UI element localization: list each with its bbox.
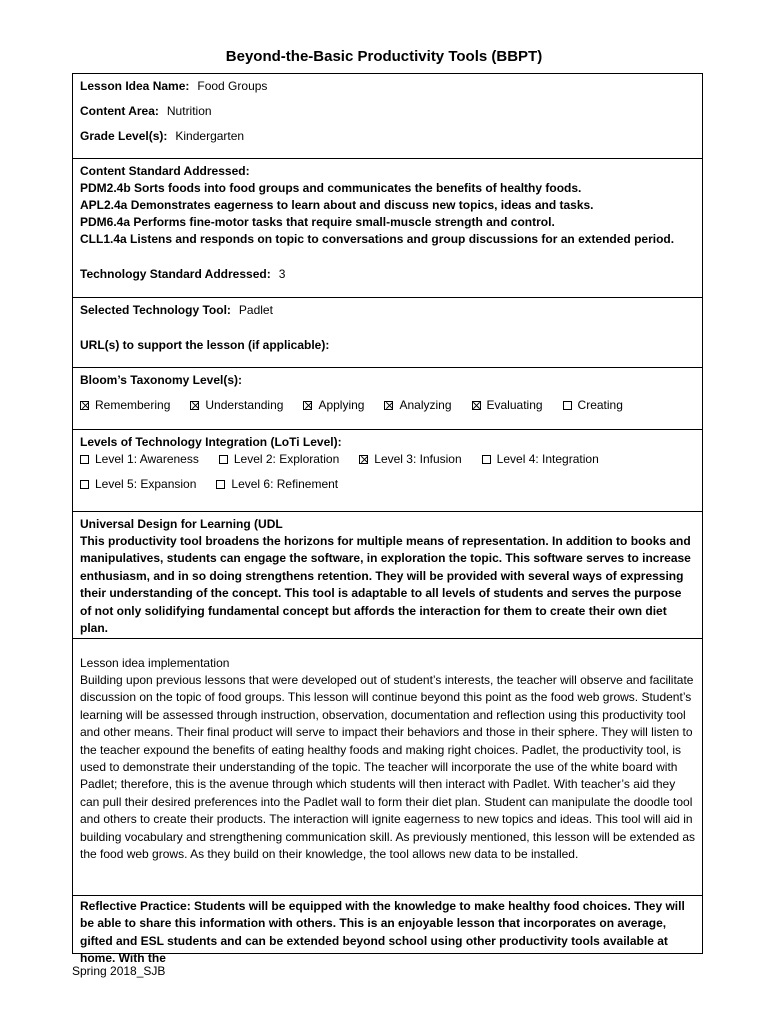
option-label: Applying [318, 398, 365, 412]
option-label: Level 3: Infusion [374, 452, 462, 466]
option-label: Remembering [95, 398, 171, 412]
loti-checklist-row1 [80, 451, 695, 468]
lesson-info-section [73, 74, 702, 159]
option-label: Creating [577, 398, 623, 412]
loti-checklist-row2 [80, 476, 695, 493]
blooms-checklist [80, 397, 695, 414]
content-area-row [80, 103, 695, 120]
blooms-section [73, 368, 702, 430]
blooms-option-remembering[interactable] [80, 397, 170, 414]
unchecked-box-icon[interactable] [219, 455, 228, 464]
implementation-section [73, 639, 702, 896]
lesson-name-row [80, 78, 695, 95]
unchecked-box-icon[interactable] [80, 480, 89, 489]
standards-section [73, 159, 702, 298]
checked-box-icon[interactable] [190, 401, 199, 410]
implementation-heading: Lesson idea implementation [80, 656, 230, 670]
blooms-option-evaluating[interactable] [472, 397, 543, 414]
reflective-practice-text: Reflective Practice: Students will be equipped with the knowledge to make healthy food choices. They will be able to share this information with others. This is an enjoyable lesson that incorporates on average, gifted and ESL students and can be extended beyond school using other productivity tools available at home. With the [80, 899, 685, 966]
standard-item: CLL1.4a Listens and responds on topic to conversations and group discussions for an extended period. [80, 232, 675, 246]
option-label: Level 1: Awareness [95, 452, 199, 466]
option-label: Level 4: Integration [496, 452, 599, 466]
lesson-name-value: Food Groups [197, 79, 268, 93]
option-label: Level 2: Exploration [233, 452, 340, 466]
technology-tool-row [80, 302, 695, 319]
technology-standard-value: 3 [278, 267, 286, 281]
grade-level-label: Grade Level(s): [80, 129, 168, 143]
loti-option-level-1[interactable] [80, 451, 199, 468]
reflective-section [73, 896, 702, 966]
url-label: URL(s) to support the lesson (if applicable): [80, 338, 330, 352]
standard-item: APL2.4a Demonstrates eagerness to learn about and discuss new topics, ideas and tasks. [80, 198, 594, 212]
content-area-label: Content Area: [80, 104, 159, 118]
option-label: Level 5: Expansion [95, 477, 197, 491]
loti-option-level-5[interactable] [80, 476, 196, 493]
option-label: Level 6: Refinement [231, 477, 339, 491]
document-title: Beyond-the-Basic Productivity Tools (BBPT) [225, 48, 543, 65]
technology-tool-value: Padlet [238, 303, 273, 317]
option-label: Understanding [205, 398, 284, 412]
checked-box-icon[interactable] [359, 455, 368, 464]
udl-section [73, 512, 702, 639]
checked-box-icon[interactable] [472, 401, 481, 410]
loti-option-level-3[interactable] [359, 451, 461, 468]
technology-standard-label: Technology Standard Addressed: [80, 267, 271, 281]
implementation-body: Building upon previous lessons that were developed out of student’s interests, the teacher will observe and facilitate discussion on the topic of food groups. This lesson will continue beyond this point as the food web grows. Student’s learning will be assessed through instruction, observation, documentation and reflection using this productivity tool and other means. Their final product will serve to impact their behaviors and those in their sphere. They will listen to the teacher expound the benefits of eating healthy foods and making right choices. Padlet, the productivity tool, is used to demonstrate their understanding of the topic. The teacher will incorporate the use of the white board with Padlet; therefore, this is the avenue through which students will then interact with Padlet. With teacher’s aid they can pull their desired preferences into the Padlet wall to form their diet plan. Student can manipulate the doodle tool and others to create their products. The interaction will ignite eagerness to new topics and ideas. This tool will aid in building vocabulary and strengthening communication skill. As previously mentioned, this lesson will be extended as the food web grows. As they build on their knowledge, the tool allows new data to be installed. [80, 673, 696, 862]
lesson-name-label: Lesson Idea Name: [80, 79, 190, 93]
option-label: Analyzing [399, 398, 452, 412]
technology-tool-label: Selected Technology Tool: [80, 303, 231, 317]
checked-box-icon[interactable] [303, 401, 312, 410]
blooms-option-applying[interactable] [303, 397, 364, 414]
blooms-option-creating[interactable] [563, 397, 623, 414]
loti-heading: Levels of Technology Integration (LoTi Level): [80, 435, 342, 449]
blooms-option-analyzing[interactable] [384, 397, 451, 414]
content-area-value: Nutrition [166, 104, 212, 118]
blooms-heading: Bloom’s Taxonomy Level(s): [80, 373, 243, 387]
technology-tool-section [73, 298, 702, 368]
checked-box-icon[interactable] [80, 401, 89, 410]
checked-box-icon[interactable] [384, 401, 393, 410]
grade-level-row [80, 128, 695, 145]
unchecked-box-icon[interactable] [80, 455, 89, 464]
udl-heading: Universal Design for Learning (UDL [80, 517, 283, 531]
blooms-option-understanding[interactable] [190, 397, 283, 414]
standard-item: PDM2.4b Sorts foods into food groups and communicates the benefits of healthy foods. [80, 181, 582, 195]
loti-option-level-6[interactable] [216, 476, 338, 493]
lesson-plan-table [72, 73, 703, 966]
option-label: Evaluating [486, 398, 543, 412]
content-standard-heading: Content Standard Addressed: [80, 164, 250, 178]
udl-body: This productivity tool broadens the horizons for multiple means of representation. In addition to books and manipulatives, students can engage the software, in exploration the topic. This software serves to increase enthusiasm, and in so doing strengthens retention. They will be provided with several ways of expressing their understanding of the concept. This tool is adaptable to all levels of students and serves the purpose of not only solidifying fundamental concept but affords the interaction for them to create their own diet plan. [80, 534, 691, 636]
loti-option-level-2[interactable] [219, 451, 339, 468]
standard-item: PDM6.4a Performs fine-motor tasks that require small-muscle strength and control. [80, 215, 555, 229]
technology-standard-row [80, 266, 695, 283]
unchecked-box-icon[interactable] [216, 480, 225, 489]
page-footer: Spring 2018_SJB [72, 964, 166, 978]
loti-option-level-4[interactable] [482, 451, 599, 468]
unchecked-box-icon[interactable] [563, 401, 572, 410]
loti-section [73, 430, 702, 512]
grade-level-value: Kindergarten [175, 129, 245, 143]
unchecked-box-icon[interactable] [482, 455, 491, 464]
